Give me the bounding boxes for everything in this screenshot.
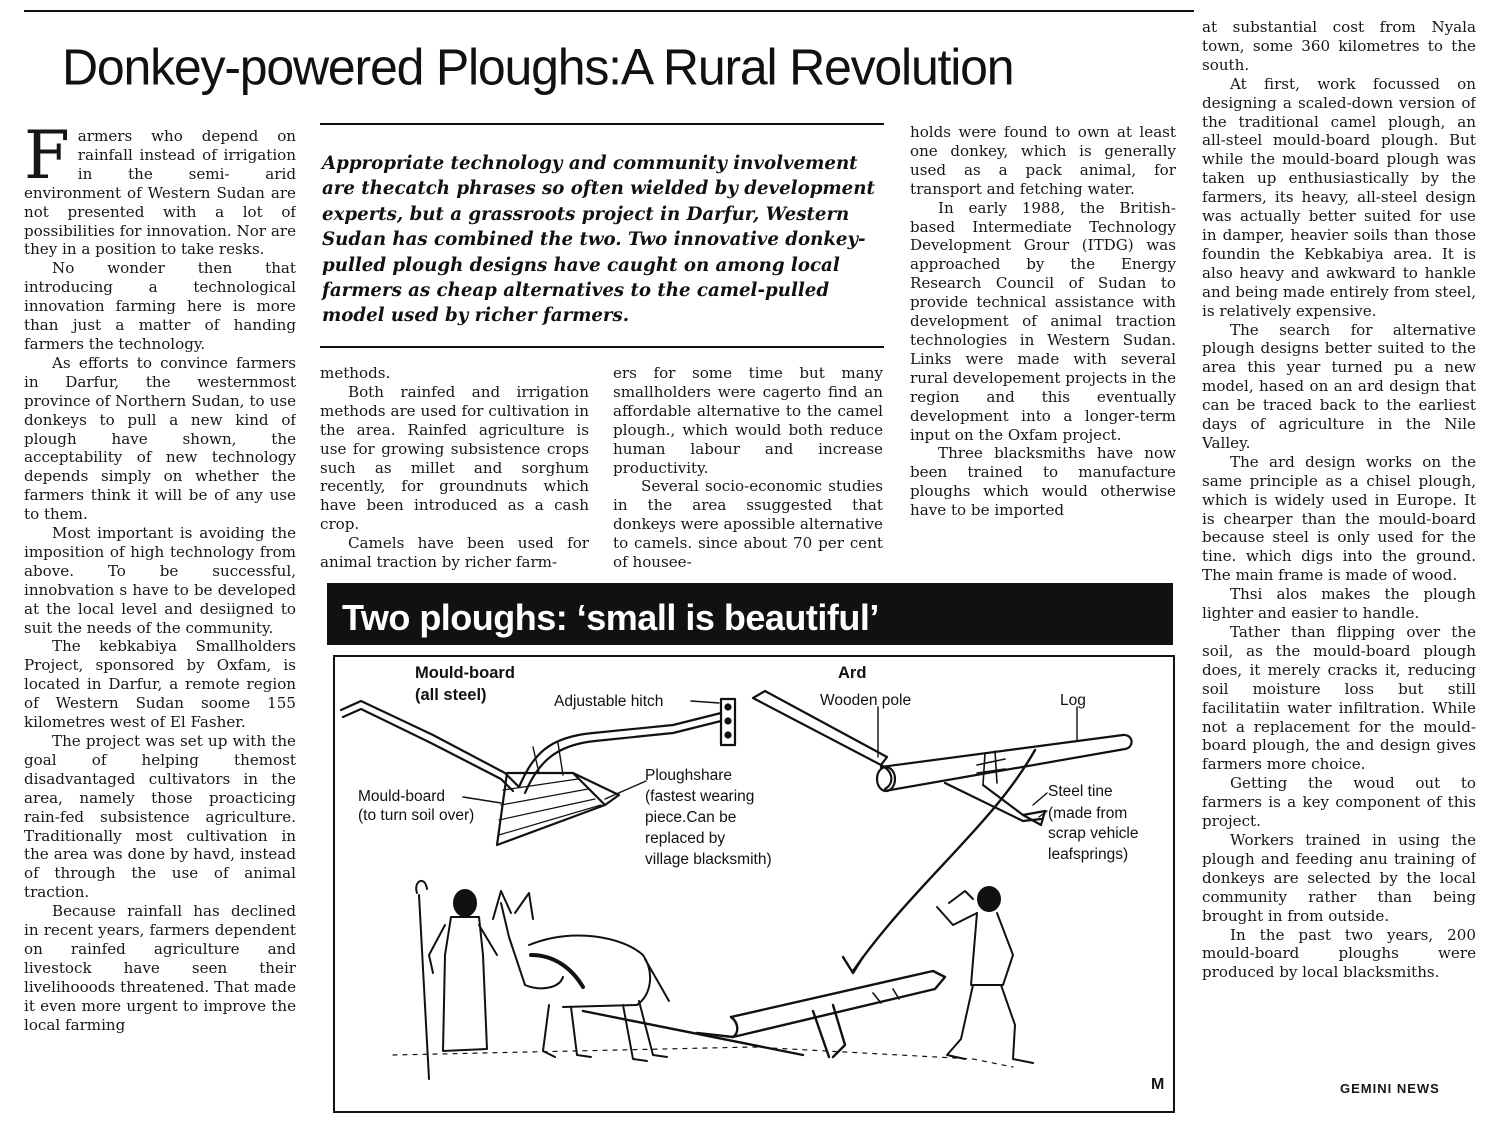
paragraph: Workers trained in using the plough and feeding anu training of donkeys are selected by the local community rather than being brought in from outside. bbox=[1202, 830, 1476, 925]
paragraph: Tather than flipping over the soil, as the mould-board plough does, it merely cracks it, reducing soil moisture loss but still facilitatiin water infiltration. While not a replacement for the mould-board plough, the and design gives farmers more choice. bbox=[1202, 623, 1476, 774]
column-1 bbox=[24, 127, 296, 1127]
figure-banner: Two ploughs: ‘small is beautiful’ bbox=[327, 583, 1173, 645]
paragraph: armers who depend on rainfall instead of irrigation in the semi- arid environment of Western Sudan are not presented with a lot of possibilities for innovation. Nor are they in a position to take resks. bbox=[24, 127, 296, 259]
mould-board-part-note: (to turn soil over) bbox=[358, 807, 475, 824]
paragraph: Most important is avoiding the imposition of high technology from above. To be successful, innobvation s have to be developed at the local level and desiigned to suit the needs of the community. bbox=[24, 524, 296, 637]
paragraph: Because rainfall has declined in recent years, farmers dependent on rainfed agriculture and livestock have seen their livelihooods threatened. That made it even more urgent to improve the local farming bbox=[24, 902, 296, 1034]
mould-board-title: Mould-board bbox=[415, 664, 515, 682]
paragraph: The kebkabiya Smallholders Project, sponsored by Oxfam, is located in Darfur, a remote region of Western Sudan soome 155 kilometres west of El Fasher. bbox=[24, 637, 296, 732]
paragraph: The ard design works on the same principle as a chisel plough, which is widely used in Europe. It is chearper than the mould-board because steel is only used for the tine. which digs into the ground. The main frame is made of wood. bbox=[1202, 452, 1476, 585]
paragraph: Both rainfed and irrigation methods are used for cultivation in the area. Rainfed agriculture is use for growing subsistence crops such as millet and sorghum recently, for groundnuts which have been introduced as a cash crop. bbox=[320, 382, 589, 534]
paragraph: In the past two years, 200 mould-board ploughs were produced by local blacksmiths. bbox=[1202, 925, 1476, 982]
driver-figure bbox=[416, 881, 497, 1079]
log-label: Log bbox=[1060, 692, 1086, 709]
column-4 bbox=[910, 123, 1176, 571]
paragraph: Thsi alos makes the plough lighter and easier to handle. bbox=[1202, 585, 1476, 623]
ploughman-figure bbox=[937, 887, 1033, 1063]
paragraph: methods. bbox=[320, 364, 391, 382]
standfirst-bottom-rule bbox=[320, 346, 884, 348]
ploughshare-label: Ploughshare bbox=[645, 767, 733, 784]
paragraph: Three blacksmiths have now been trained to manufacture ploughs which would otherwise have to be imported bbox=[910, 444, 1176, 520]
paragraph: At first, work focussed on designing a scaled-down version of the traditional camel plough, an all-steel mould-board plough. But while the mould-board plough was taken up enthusiastically by the farmers, its heavy, all-steel design was actually better suited for use in damper, heavier soils than those foundin the Kebkabiya area. It is also heavy and awkward to hankle and being made entirely from steel, is relatively expensive. bbox=[1202, 74, 1476, 320]
paragraph: No wonder then that introducing a technological innovation farming here is more than just a matter of handing farmers the technology. bbox=[24, 259, 296, 353]
artist-signature: M bbox=[1151, 1076, 1165, 1093]
paragraph: ers for some time but many smallholders were cagerto find an affordable alternative to the camel plough., which would both reduce human labour and increase productivity. bbox=[613, 364, 883, 477]
steel-tine-note: scrap vehicle bbox=[1048, 825, 1139, 842]
paragraph: The search for alternative plough designs better suited to the area this year turned pu a new model, hased on an ard design that can be traced back to the earliest days of agriculture in the Nile Valley. bbox=[1202, 320, 1476, 452]
paragraph: Getting the woud out to farmers is a key component of this project. bbox=[1202, 774, 1476, 831]
paragraph: As efforts to convince farmers in Darfur, the westernmost province of Northern Sudan, to use donkeys to pull a new kind of plough have shown, the acceptability of new technology depends simply on whether the farmers think it will be of any use to them. bbox=[24, 353, 296, 524]
plough-illustration bbox=[333, 655, 1175, 1113]
ploughshare-note: village blacksmith) bbox=[645, 851, 772, 868]
steel-tine-label: Steel tine bbox=[1048, 783, 1113, 800]
donkey-figure bbox=[493, 891, 669, 1061]
ard-title: Ard bbox=[838, 664, 867, 682]
agency-credit: GEMINI NEWS bbox=[1340, 1081, 1440, 1096]
ploughshare-note: (fastest wearing bbox=[645, 788, 755, 805]
paragraph: Camels have been used for animal traction by richer farm- bbox=[320, 534, 589, 572]
paragraph: at substantial cost from Nyala town, some 360 kilometres to the south. bbox=[1202, 18, 1476, 74]
steel-tine-note: leafsprings) bbox=[1048, 846, 1129, 863]
plough-in-use-figure bbox=[583, 971, 945, 1057]
steel-tine-note: (made from bbox=[1048, 805, 1128, 822]
wooden-pole-label: Wooden pole bbox=[820, 692, 912, 709]
drop-cap: F bbox=[24, 127, 70, 194]
standfirst: Appropriate technology and community involvement are thecatch phrases so often wielded by development experts, but a grassroots project in Darfur, Western Sudan has combined the two. Two innovative donkey-pulled plough designs have caught on among local farmers as cheap alternatives to the camel-pulled model used by richer farmers. bbox=[322, 153, 875, 327]
adjustable-hitch-label: Adjustable hitch bbox=[554, 693, 664, 710]
ploughshare-note: replaced by bbox=[645, 830, 726, 847]
ploughshare-note: piece.Can be bbox=[645, 809, 737, 826]
column-3 bbox=[613, 364, 883, 574]
mould-board-subtitle: (all steel) bbox=[415, 686, 487, 704]
column-5 bbox=[1202, 18, 1476, 1108]
column-2 bbox=[320, 364, 589, 574]
mould-board-part-label: Mould-board bbox=[358, 788, 446, 805]
top-rule bbox=[24, 10, 1194, 12]
paragraph: In early 1988, the British-based Intermediate Technology Development Grour (ITDG) was approached by the Energy Research Council of Sudan to provide technical assistance with development of animal traction technologies in Western Sudan. Links were made with several rural developement projects in the region and this eventually development into a longer-term input on the Oxfam project. bbox=[910, 198, 1176, 444]
paragraph: The project was set up with the goal of helping themost disadvantaged cultivators in the area, namely those proacticing rain-fed subsistence agriculture. Traditionally most cultivation in the area was done by havd, instead of through the use of animal traction. bbox=[24, 732, 296, 902]
standfirst-top-rule bbox=[320, 123, 884, 125]
paragraph: holds were found to own at least one donkey, which is generally used as a pack animal, for transport and fetching water. bbox=[910, 123, 1176, 198]
headline: Donkey-powered Ploughs:A Rural Revolution bbox=[62, 38, 1014, 96]
paragraph: Several socio-economic studies in the area ssuggested that donkeys were apossible alternative to camels. since about 70 per cent of housee- bbox=[613, 477, 883, 572]
